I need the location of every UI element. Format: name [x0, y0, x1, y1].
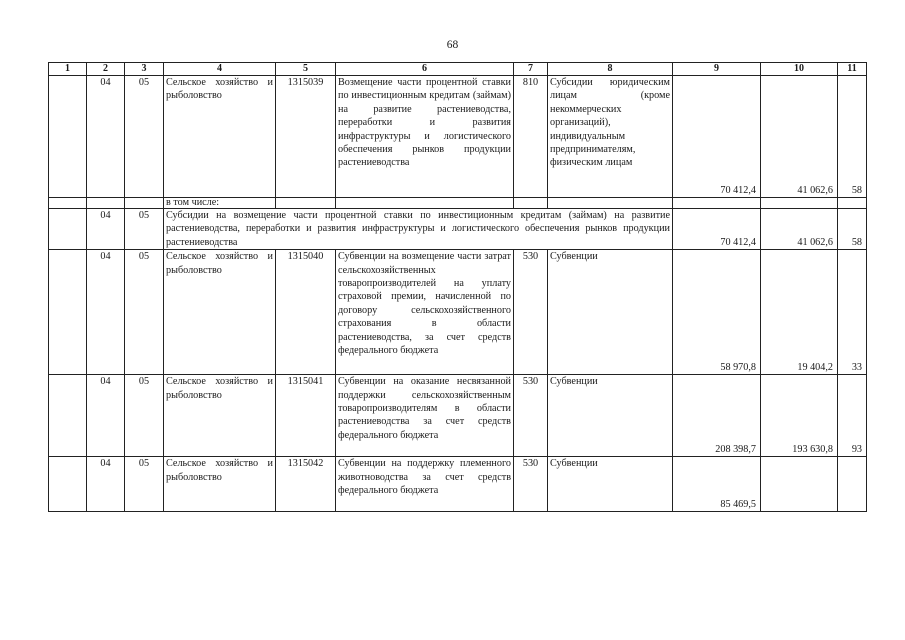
cell-col-8	[548, 198, 673, 209]
cell-col-9: 70 412,4	[673, 76, 761, 198]
cell-expense-type: 530	[514, 457, 548, 512]
cell-col-5	[276, 198, 336, 209]
cell-target-name: Возмещение части процентной ставки по инвестиционным кредитам (займам) на развитие растениеводства, переработки и развития инфраструктуры и логистического обеспечения рынков продукции растениеводства	[336, 76, 514, 198]
cell-col-6	[336, 198, 514, 209]
cell-col-11: 93	[838, 375, 867, 457]
cell-col-9: 70 412,4	[673, 209, 761, 250]
cell-section-name: Сельское хозяйство и рыболовство	[164, 457, 276, 512]
table-row	[49, 209, 867, 250]
budget-table	[48, 62, 867, 512]
table-row	[49, 250, 867, 375]
cell-subsection: 05	[125, 375, 164, 457]
cell-section: 04	[87, 250, 125, 375]
header-col-5: 5	[276, 63, 336, 76]
cell-col-1	[49, 209, 87, 250]
cell-section-name: Сельское хозяйство и рыболовство	[164, 375, 276, 457]
cell-expense-name: Субсидии юридическим лицам (кроме некоммерческих организаций), индивидуальным предпринимателям, физическим лицам	[548, 76, 673, 198]
cell-subsection: 05	[125, 76, 164, 198]
cell-col-10	[761, 457, 838, 512]
cell-section: 04	[87, 76, 125, 198]
table-row	[49, 457, 867, 512]
cell-col-1	[49, 198, 87, 209]
cell-col-1	[49, 76, 87, 198]
cell-col-10: 41 062,6	[761, 209, 838, 250]
cell-col-9: 85 469,5	[673, 457, 761, 512]
cell-col-10: 193 630,8	[761, 375, 838, 457]
header-col-7: 7	[514, 63, 548, 76]
cell-section: 04	[87, 209, 125, 250]
cell-target-name: Субвенции на возмещение части затрат сельскохозяйственных товаропроизводителей на уплату страховой премии, начисленной по договору сельскохозяйственного страхования в области растениеводства, за счет средств федерального бюджета	[336, 250, 514, 375]
cell-col-10	[761, 198, 838, 209]
cell-section: 04	[87, 457, 125, 512]
header-col-4: 4	[164, 63, 276, 76]
table-row	[49, 375, 867, 457]
cell-target-code: 1315040	[276, 250, 336, 375]
header-col-11: 11	[838, 63, 867, 76]
header-col-2: 2	[87, 63, 125, 76]
cell-col-1	[49, 375, 87, 457]
cell-col-11: 58	[838, 76, 867, 198]
table-row	[49, 198, 867, 209]
cell-col-9: 58 970,8	[673, 250, 761, 375]
header-col-10: 10	[761, 63, 838, 76]
table-row	[49, 76, 867, 198]
cell-col-10: 41 062,6	[761, 76, 838, 198]
cell-col-11: 58	[838, 209, 867, 250]
cell-expense-type: 530	[514, 375, 548, 457]
cell-target-code: 1315042	[276, 457, 336, 512]
header-col-8: 8	[548, 63, 673, 76]
cell-target-name: Субвенции на оказание несвязанной поддержки сельскохозяйственным товаропроизводителям в области растениеводства за счет средств федерального бюджета	[336, 375, 514, 457]
cell-expense-type: 530	[514, 250, 548, 375]
cell-target-code: 1315041	[276, 375, 336, 457]
cell-col-11	[838, 198, 867, 209]
cell-section-name: Сельское хозяйство и рыболовство	[164, 76, 276, 198]
cell-target-code: 1315039	[276, 76, 336, 198]
cell-including: в том числе:	[164, 198, 276, 209]
cell-col-9: 208 398,7	[673, 375, 761, 457]
cell-col-2	[87, 198, 125, 209]
cell-expense-name: Субвенции	[548, 375, 673, 457]
cell-subsidy-description: Субсидии на возмещение части процентной ставки по инвестиционным кредитам (займам) на развитие растениеводства, переработки и развития инфраструктуры и логистического обеспечения рынков продукции растениеводства	[164, 209, 673, 250]
header-col-6: 6	[336, 63, 514, 76]
cell-col-11: 33	[838, 250, 867, 375]
cell-col-1	[49, 457, 87, 512]
cell-col-9	[673, 198, 761, 209]
cell-col-3	[125, 198, 164, 209]
header-col-9: 9	[673, 63, 761, 76]
cell-expense-type: 810	[514, 76, 548, 198]
cell-expense-name: Субвенции	[548, 250, 673, 375]
cell-col-10: 19 404,2	[761, 250, 838, 375]
cell-subsection: 05	[125, 250, 164, 375]
header-row	[49, 63, 867, 76]
cell-col-1	[49, 250, 87, 375]
header-col-3: 3	[125, 63, 164, 76]
cell-col-7	[514, 198, 548, 209]
cell-section-name: Сельское хозяйство и рыболовство	[164, 250, 276, 375]
header-col-1: 1	[49, 63, 87, 76]
cell-section: 04	[87, 375, 125, 457]
cell-expense-name: Субвенции	[548, 457, 673, 512]
page-number: 68	[446, 39, 459, 51]
cell-col-11	[838, 457, 867, 512]
cell-subsection: 05	[125, 209, 164, 250]
cell-subsection: 05	[125, 457, 164, 512]
cell-target-name: Субвенции на поддержку племенного животноводства за счет средств федерального бюджета	[336, 457, 514, 512]
